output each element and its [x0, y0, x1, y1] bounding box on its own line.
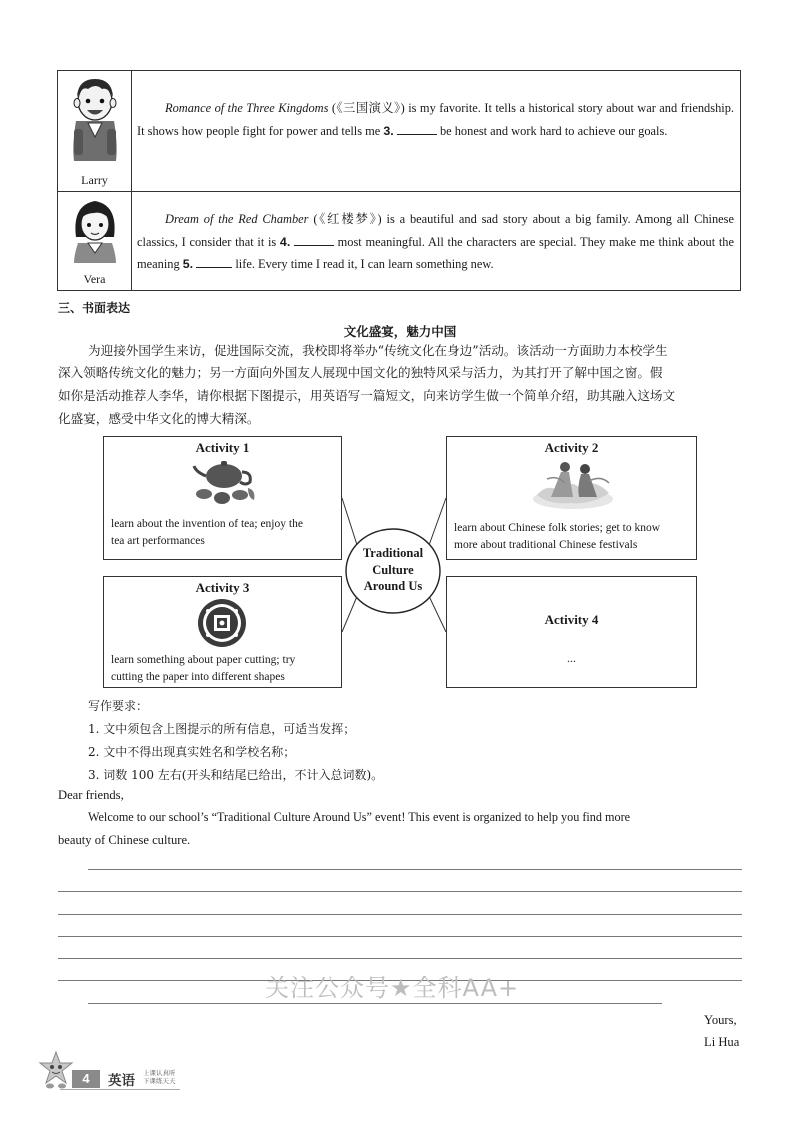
center-line: Traditional [362, 546, 424, 560]
activity-title: Activity 2 [544, 440, 599, 455]
activity-desc [111, 652, 335, 686]
letter-signature: Li Hua [704, 1035, 740, 1049]
desc-line: learn something about paper cutting; try [111, 654, 296, 666]
slogan-line: 上课认真听 [143, 1069, 176, 1077]
passage-text: (《三国演义》) is my favorite. It tells a historical story about war and friendship. It shows how people fight for power and tells me [137, 101, 735, 138]
passage-text: life. Every time I read it, I can learn something new. [232, 257, 494, 271]
letter-greeting: Dear friends, [58, 788, 124, 802]
desc-line: cutting the paper into different shapes [111, 671, 285, 683]
section-heading: 三、书面表达 [58, 301, 131, 315]
book-title: Dream of the Red Chamber [165, 212, 309, 226]
activity-desc [111, 516, 335, 550]
paper-cutting-icon [192, 597, 252, 649]
center-line: Culture [372, 562, 414, 577]
desc-line: learn about the invention of tea; enjoy the [111, 518, 303, 530]
requirement-item: 3. 词数 100 左右(开头和结尾已给出，不计入总词数)。 [88, 768, 384, 782]
activity-title: Activity 1 [195, 440, 250, 455]
activity-desc: ... [567, 651, 576, 665]
activity-desc [454, 520, 690, 554]
requirement-item: 1. 文中须包含上图提示的所有信息，可适当发挥； [88, 722, 356, 736]
blank-number: 5. [182, 257, 194, 271]
footer-subject: 英语 [108, 1073, 135, 1089]
requirements-heading: 写作要求： [88, 699, 149, 713]
writing-line[interactable] [58, 936, 742, 937]
letter-opening-line: beauty of Chinese culture. [58, 833, 191, 847]
writing-line[interactable] [88, 1003, 662, 1004]
activity-1-box [103, 436, 342, 560]
activity-3-box [103, 576, 342, 688]
teapot-icon [192, 458, 258, 508]
footer-divider [60, 1089, 180, 1090]
student-name: Vera [83, 272, 106, 286]
passage-text: (《红楼梦》) is a beautiful and sad story about a big family. Among all Chinese classics, I consider that it is [137, 212, 734, 249]
writing-line[interactable] [58, 914, 742, 915]
mascot-star-icon [38, 1050, 74, 1090]
writing-line[interactable] [88, 869, 742, 870]
passage-text: most meaningful. All the characters are special. They make me think about the meaning [137, 234, 735, 271]
letter-closing: Yours, [704, 1013, 737, 1027]
activity-4-box [446, 576, 697, 688]
slogan-line: 下课练天天 [143, 1077, 176, 1085]
blank-number: 3. [383, 123, 394, 138]
desc-line: more about traditional Chinese festivals [454, 539, 638, 551]
prompt-line: 如你是活动推荐人李华，请你根据下图提示，用英语写一篇短文，向来访学生做一个简单介绍，助其融入这场文 [58, 388, 676, 403]
activity-2-box [446, 436, 697, 560]
center-line: Around Us [363, 579, 423, 593]
writing-line[interactable] [58, 958, 742, 959]
activity-title: Activity 4 [544, 612, 599, 627]
prompt-line: 深入领略传统文化的魅力；另一方面向外国友人展现中国文化的独特风采与活力，为其打开了解中国之窗。假 [58, 365, 663, 380]
prompt-line: 为迎接外国学生来访，促进国际交流，我校即将举办“传统文化在身边”活动。该活动一方面助力本校学生 [88, 343, 668, 358]
passage-text: be honest and work hard to achieve our goals. [436, 123, 668, 138]
blank-number: 4. [279, 234, 291, 249]
prompt-line: 化盛宴，感受中华文化的博大精深。 [58, 411, 260, 426]
essay-title: 文化盛宴，魅力中国 [343, 324, 457, 339]
book-title: Romance of the Three Kingdoms [165, 101, 329, 115]
writing-line[interactable] [58, 891, 742, 892]
requirement-item: 2. 文中不得出现真实姓名和学校名称； [88, 745, 296, 759]
watermark: 关注公众号★全科AA+ [265, 974, 520, 1002]
desc-line: learn about Chinese folk stories; get to know [454, 522, 661, 534]
footer-slogan [143, 1069, 176, 1085]
center-topic [347, 545, 439, 595]
letter-opening-line: Welcome to our school’s “Traditional Culture Around Us” event! This event is organized to help you find more [88, 810, 631, 824]
student-name: Larry [81, 173, 108, 187]
page-number: 4 [72, 1070, 100, 1088]
activity-title: Activity 3 [195, 580, 250, 595]
folk-story-illustration-icon [531, 457, 615, 513]
desc-line: tea art performances [111, 535, 205, 547]
